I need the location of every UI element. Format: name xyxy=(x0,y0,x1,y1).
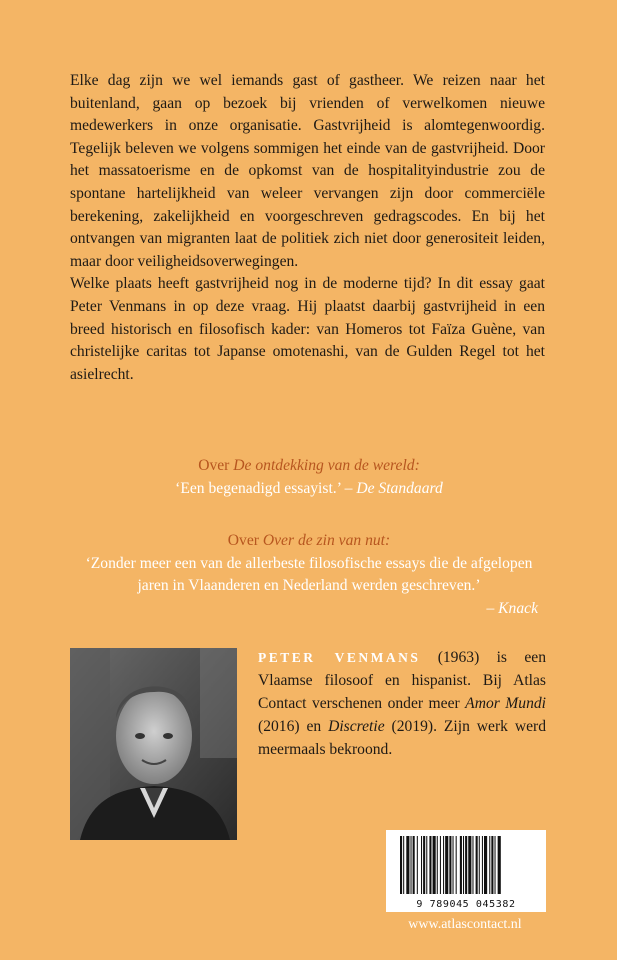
bio-book-2: Discretie xyxy=(328,718,385,735)
barcode-bar xyxy=(421,836,422,894)
author-bio xyxy=(258,646,546,761)
bio-text-3: (2019). Zijn werk werd meermaals bekroond. xyxy=(258,718,546,758)
barcode-bar xyxy=(426,836,427,894)
barcode-bar xyxy=(495,836,496,894)
barcode-bar xyxy=(400,836,402,894)
blurb-paragraph-2: Welke plaats heeft gastvrijheid nog in de moderne tijd? In dit essay gaat Peter Venmans in op deze vraag. Hij plaatst daarbij gastvrijheid in een breed historisch en filosofisch kader: van Homeros tot Faïza Guène, van christelijke caritas tot Japanse omotenashi, van de Gulden Regel tot het asielrecht. xyxy=(70,275,545,383)
review-quote-1 xyxy=(70,455,548,500)
barcode-bars xyxy=(386,830,546,898)
barcode xyxy=(386,830,546,912)
quote-source-line xyxy=(70,598,548,621)
barcode-bar xyxy=(453,836,454,894)
barcode-bar xyxy=(463,836,464,894)
quote-over: Over xyxy=(198,457,230,474)
bio-text-2: (2016) en xyxy=(258,718,329,735)
barcode-bar xyxy=(417,836,418,894)
quote-source: Knack xyxy=(498,599,538,617)
blurb-paragraph-1: Elke dag zijn we wel iemands gast of gastheer. We reizen naar het buitenland, gaan op bezoek bij vrienden of verwelkomen nieuwe medewerkers in onze organisatie. Gastvrijheid is alomtegenwoordig. Tegelijk beleven we volgens sommigen het einde van de gastvrijheid. Door het massatoerisme en de opkomst van de hospitalityindustrie zou de spontane hartelijkheid van weleer vervangen zijn door commerciële berekening, zakelijkheid en voorgeschreven gedragscodes. En bij het ontvangen van migranten laat de politiek zich niet door generositeit leiden, maar door veiligheidsoverwegingen. xyxy=(70,72,545,270)
author-name: PETER VENMANS xyxy=(258,650,421,665)
barcode-bar xyxy=(465,836,467,894)
barcode-bar xyxy=(491,836,493,894)
barcode-bar xyxy=(468,836,471,894)
quote-text: ‘Een begenadigd essayist.’ – xyxy=(175,479,357,497)
author-portrait-image xyxy=(70,648,237,840)
barcode-bar xyxy=(411,836,412,894)
barcode-bar xyxy=(413,836,415,894)
barcode-bar xyxy=(440,836,441,894)
barcode-bar xyxy=(479,836,480,894)
barcode-bar xyxy=(476,836,478,894)
quote-book-line xyxy=(70,530,548,553)
author-photo xyxy=(70,648,237,840)
barcode-bar xyxy=(472,836,473,894)
barcode-bar xyxy=(456,836,457,894)
barcode-bar xyxy=(429,836,431,894)
barcode-bar xyxy=(484,836,487,894)
barcode-bar xyxy=(498,836,501,894)
barcode-bar xyxy=(489,836,490,894)
barcode-bar xyxy=(445,836,448,894)
bio-book-1: Amor Mundi xyxy=(465,695,547,712)
barcode-bar xyxy=(443,836,444,894)
isbn-number: 9 789045 045382 xyxy=(416,899,516,910)
quote-text: ‘Zonder meer een van de allerbeste filosofische essays die de afgelopen jaren in Vlaanderen en Nederland werden geschreven.’ xyxy=(85,554,533,595)
quote-book-title: Over de zin van nut: xyxy=(262,532,391,549)
barcode-bar xyxy=(433,836,436,894)
barcode-bar xyxy=(423,836,425,894)
quote-text-line xyxy=(70,478,548,501)
barcode-bar xyxy=(460,836,462,894)
review-quote-2 xyxy=(70,530,548,620)
barcode-bar xyxy=(482,836,483,894)
back-cover-blurb xyxy=(70,70,545,386)
quote-dash: – xyxy=(486,599,499,617)
barcode-bar xyxy=(449,836,451,894)
quote-over: Over xyxy=(227,532,259,549)
publisher-website[interactable]: www.atlascontact.nl xyxy=(408,917,522,932)
quote-source: De Standaard xyxy=(356,479,443,497)
quote-book-title: De ontdekking van de wereld: xyxy=(233,457,420,474)
quote-book-line xyxy=(70,455,548,478)
barcode-bar xyxy=(406,836,409,894)
barcode-bar xyxy=(437,836,438,894)
barcode-bar xyxy=(403,836,404,894)
bio-text-1: (1963) is een Vlaamse filosoof en hispanist. Bij Atlas Contact verschenen onder meer xyxy=(258,649,546,712)
